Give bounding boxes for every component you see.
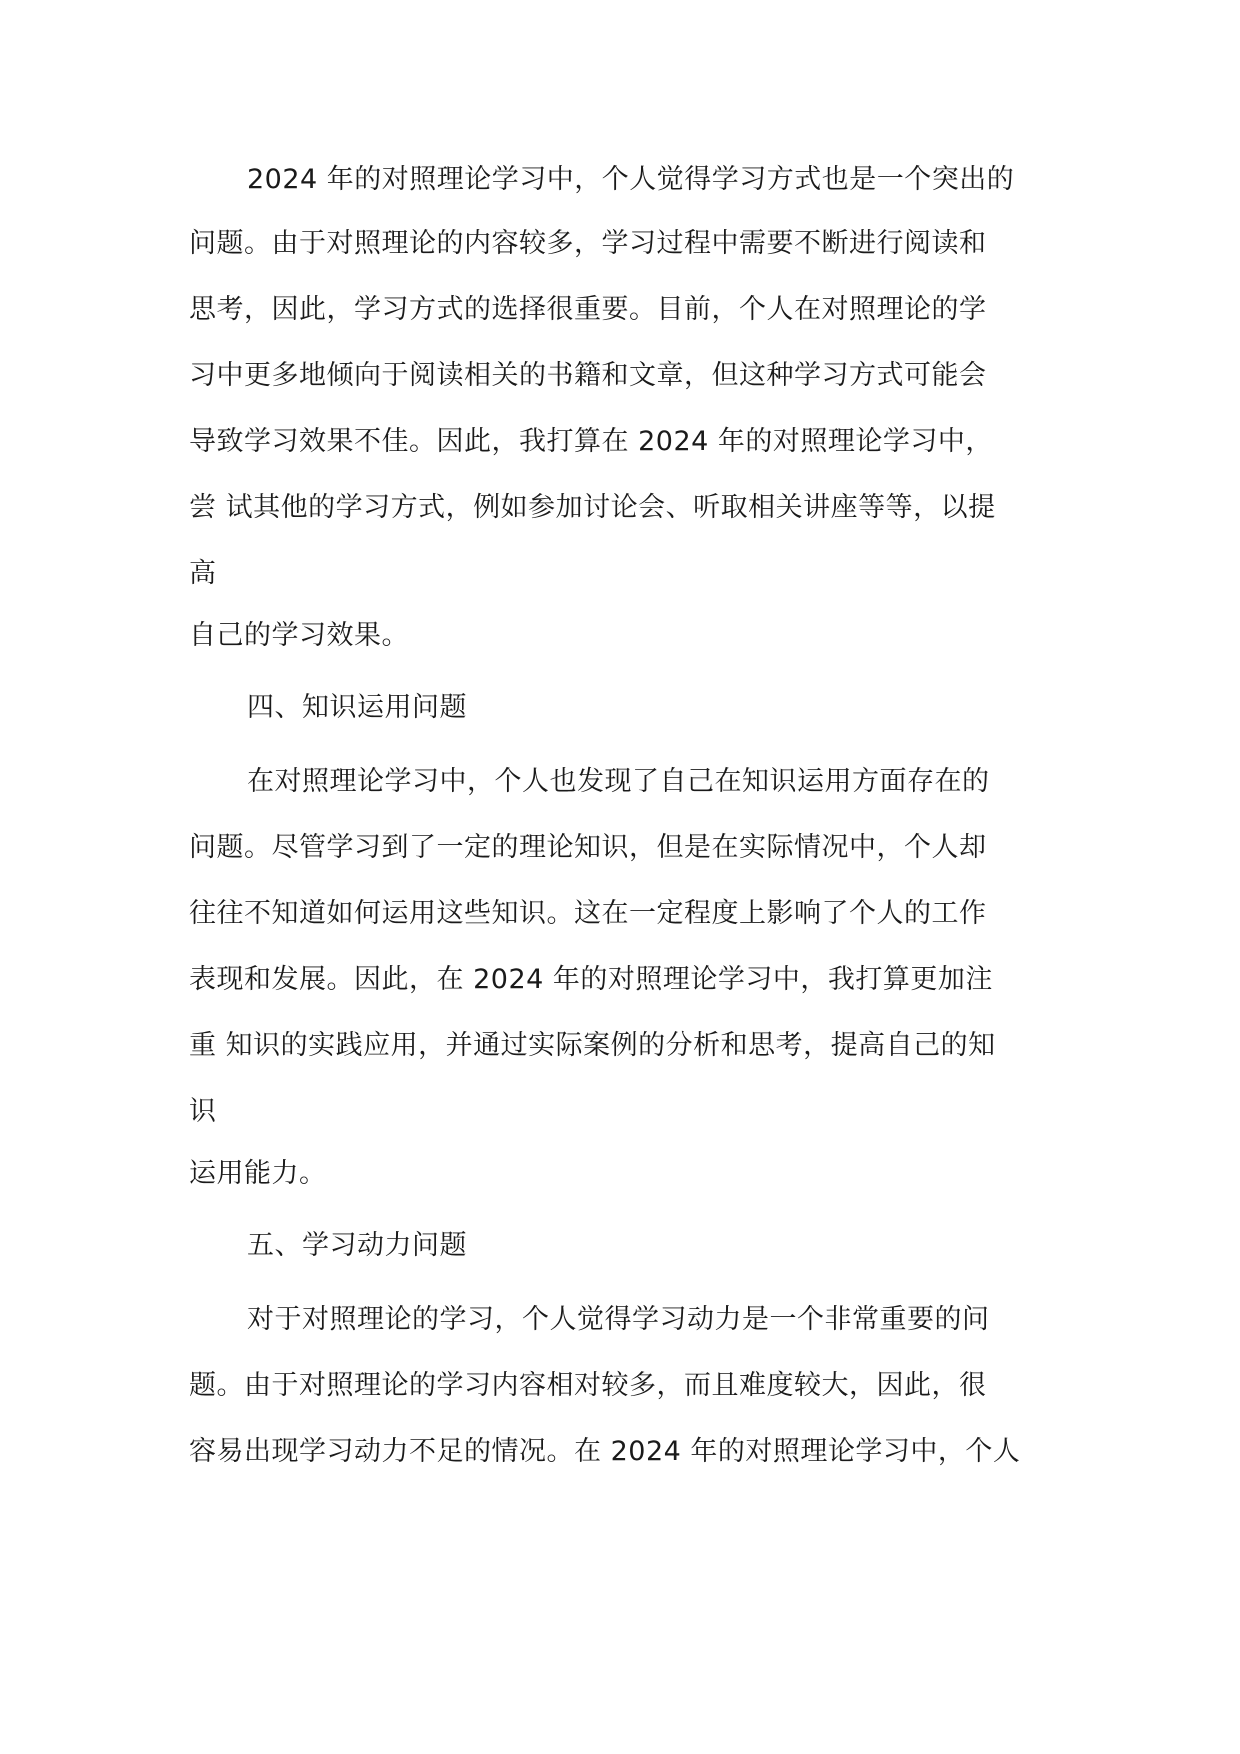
paragraph-2-line-3: 往往不知道如何运用这些知识。这在一定程度上影响了个人的工作 (189, 898, 987, 929)
paragraph-2-line-6: 识 (189, 1096, 217, 1127)
paragraph-3-line-1: 对于对照理论的学习，个人觉得学习动力是一个非常重要的问 (247, 1304, 990, 1335)
paragraph-2-line-7: 运用能力。 (189, 1158, 327, 1189)
paragraph-2-line-4: 表现和发展。因此，在 2024 年的对照理论学习中，我打算更加注 (189, 964, 993, 995)
paragraph-1-line-2: 问题。由于对照理论的内容较多，学习过程中需要不断进行阅读和 (189, 228, 987, 259)
paragraph-3-line-3: 容易出现学习动力不足的情况。在 2024 年的对照理论学习中，个人 (189, 1436, 1021, 1467)
paragraph-1-line-6: 尝 试其他的学习方式，例如参加讨论会、听取相关讲座等等，以提 (189, 492, 996, 523)
paragraph-2-line-5: 重 知识的实践应用，并通过实际案例的分析和思考，提高自己的知 (189, 1030, 996, 1061)
paragraph-1-line-1: 2024 年的对照理论学习中，个人觉得学习方式也是一个突出的 (247, 164, 1015, 195)
paragraph-1-line-8: 自己的学习效果。 (189, 620, 409, 651)
paragraph-1-line-5: 导致学习效果不佳。因此，我打算在 2024 年的对照理论学习中， (189, 426, 993, 457)
paragraph-1-line-3: 思考，因此，学习方式的选择很重要。目前，个人在对照理论的学 (189, 294, 987, 325)
section-heading-4: 四、知识运用问题 (247, 692, 467, 723)
paragraph-1-line-4: 习中更多地倾向于阅读相关的书籍和文章，但这种学习方式可能会 (189, 360, 987, 391)
paragraph-3-line-2: 题。由于对照理论的学习内容相对较多，而且难度较大，因此，很 (189, 1370, 987, 1401)
paragraph-2-line-2: 问题。尽管学习到了一定的理论知识，但是在实际情况中，个人却 (189, 832, 987, 863)
paragraph-2-line-1: 在对照理论学习中，个人也发现了自己在知识运用方面存在的 (247, 766, 990, 797)
section-heading-5: 五、学习动力问题 (247, 1230, 467, 1261)
paragraph-1-line-7: 高 (189, 558, 217, 589)
